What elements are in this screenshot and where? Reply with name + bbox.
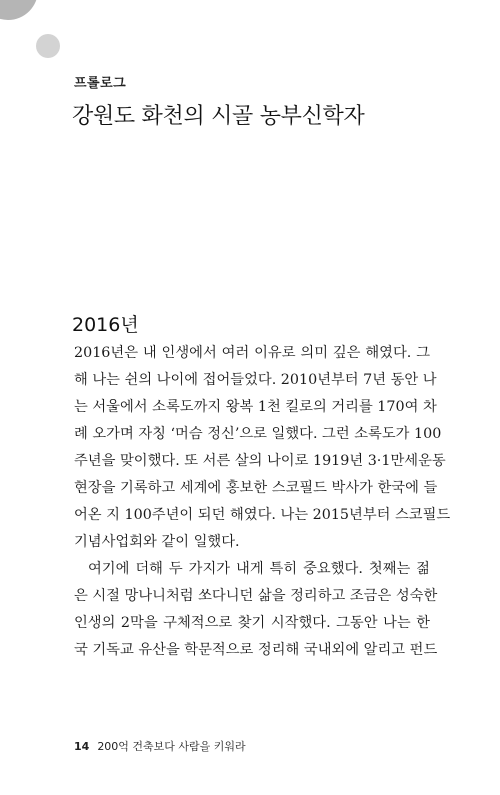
- paragraph-1-line: 는 서울에서 소록도까지 왕복 1천 킬로의 거리를 170여 차: [74, 399, 437, 415]
- body-text: [74, 340, 451, 664]
- book-title: 200억 건축보다 사람을 키워라: [97, 740, 246, 753]
- paragraph-2-line: 여기에 더해 두 가지가 내게 특히 중요했다. 첫째는 젊: [88, 561, 430, 577]
- paragraph-1-line: 기념사업회와 같이 일했다.: [74, 534, 240, 550]
- paragraph-2-line: 인생의 2막을 구체적으로 찾기 시작했다. 그동안 나는 한: [74, 615, 430, 631]
- paragraph-1-line: 현장을 기록하고 세계에 홍보한 스코필드 박사가 한국에 들: [74, 480, 438, 496]
- paragraph-1-line: 례 오가며 자칭 ‘머슴 정신’으로 일했다. 그런 소록도가 100: [74, 426, 442, 442]
- paragraph-2-line: 은 시절 망나니처럼 쏘다니던 삶을 정리하고 조금은 성숙한: [74, 588, 438, 604]
- page-footer: [74, 738, 246, 754]
- paragraph-2-line: 국 기독교 유산을 학문적으로 정리해 국내외에 알리고 펀드: [74, 642, 438, 658]
- paragraph-1-line: 해 나는 쉰의 나이에 접어들었다. 2010년부터 7년 동안 나: [74, 372, 437, 388]
- chapter-title: 강원도 화천의 시골 농부신학자: [72, 104, 365, 129]
- paragraph-1-line: 2016년은 내 인생에서 여러 이유로 의미 깊은 해였다. 그: [74, 345, 430, 361]
- paragraph-1-line: 어온 지 100주년이 되던 해였다. 나는 2015년부터 스코필드: [74, 507, 451, 523]
- decorative-circle-small: [36, 34, 60, 58]
- section-label: 프롤로그: [74, 76, 127, 91]
- sub-heading: 2016년: [72, 314, 139, 336]
- page-number: 14: [74, 740, 90, 753]
- decorative-circle-large: [0, 0, 38, 20]
- paragraph-1-line: 주년을 맞이했다. 또 서른 살의 나이로 1919년 3·1만세운동: [74, 453, 446, 469]
